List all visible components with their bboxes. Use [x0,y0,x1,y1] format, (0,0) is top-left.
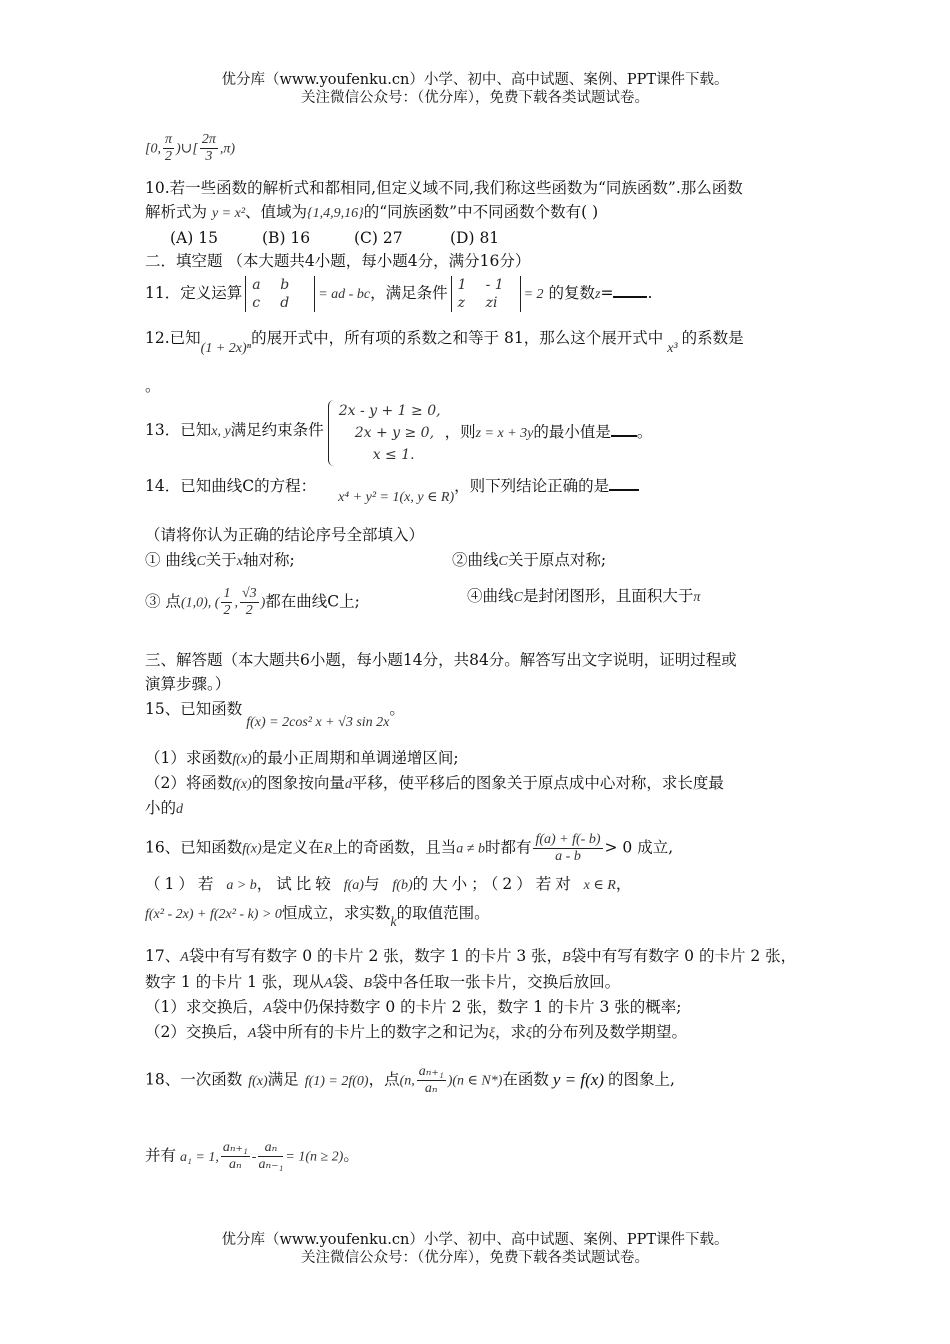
q11: 11．定义运算 a b c d = ad - bc，满足条件 1 - 1 z zi = 2 的复数z= . [145,277,653,311]
q17-part-1: （1）求交换后，A袋中仍保持数字 0 的卡片 2 张，数字 1 的卡片 3 张的概率; [145,998,682,1016]
q15-stem: 15、已知函数f(x) = 2cos² x + √3 sin 2x。 [145,700,405,730]
section-3-line-1: 三、解答题（本大题共6小题，每小题14分，共84分。解答写出文字说明，证明过程或 [145,651,737,669]
option-c: (C) 27 [354,229,403,247]
q15-part-1: （1）求函数f(x)的最小正周期和单调递增区间; [145,749,459,767]
q17-line-1: 17、A袋中有写有数字 0 的卡片 2 张，数字 1 的卡片 3 张，B袋中有写有数字 0 的卡片 2 张， [145,947,797,965]
footer-line-2: 关注微信公众号：（优分库），免费下载各类试题试卷。 [301,1250,649,1266]
q14-options-row-2: ③ 点(1,0), ( $\frac{1}{2}$ , $\frac{√3}{2}$ )都在曲线C上; ④曲线C是封闭图形，且面积大于π [145,586,701,618]
q13: 13．已知x, y满足约束条件 2x - y + 1 ≥ 0, 2x + y ≥ 0, x ≤ 1. ，则z = x + 3y的最小值是 。 [145,400,652,466]
header-line-1: 优分库（www.youfenku.cn）小学、初中、高中试题、案例、PPT课件下载。 [221,72,729,88]
answer-blank [609,489,639,491]
determinant-definition: a b c d [245,276,315,312]
footer-line-1: 优分库（www.youfenku.cn）小学、初中、高中试题、案例、PPT课件下载。 [221,1232,729,1248]
option-d: (D) 81 [450,229,500,247]
q18-line-2: 并有 a₁ = 1, $\frac{\text{aₙ₊₁}}{\text{aₙ}}$ - $\frac{\text{aₙ}}{\text{aₙ₋₁}}$ = 1(n ≥ 2)。 [145,1140,359,1172]
q14-note: （请将你认为正确的结论序号全部填入） [145,526,425,544]
q10-options [170,228,499,248]
section-3-line-2: 演算步骤。） [145,675,231,693]
q12-line-1: 12.已知(1 + 2x)ⁿ的展开式中，所有项的系数之和等于 81，那么这个展开式中x³的系数是 [145,329,744,356]
header-line-2: 关注微信公众号：（优分库），免费下载各类试题试卷。 [301,90,649,106]
answer-blank [613,296,647,298]
q18-line-1: 18、一次函数 f(x)满足 f(1) = 2f(0)，点(n, $\frac{\text{aₙ₊₁}}{\text{aₙ}}$ )(n ∈ N*)在函数 y = f(x) 的图象上, [145,1064,675,1096]
q17-line-2: 数字 1 的卡片 1 张，现从A袋、B袋中各任取一张卡片，交换后放回。 [145,973,621,991]
q10-line-2: 解析式为 y = x²、值域为{1,4,9,16}的“同族函数”中不同函数个数有( ) [145,203,599,221]
constraint-system: 2x - y + 1 ≥ 0, 2x + y ≥ 0, x ≤ 1. [328,400,441,466]
q16-part-1: （1）若 a > b，试比较 f(a)与 f(b)的大小；（2）若对 x ∈ R， [145,875,636,893]
q17-part-2: （2）交换后，A袋中所有的卡片上的数字之和记为ξ，求ξ的分布列及数学期望。 [145,1023,687,1041]
q15-part-2-line-1: （2）将函数f(x)的图象按向量d平移，使平移后的图象关于原点成中心对称，求长度最 [145,774,724,792]
q16-stem: 16、已知函数f(x)是定义在R上的奇函数，且当a ≠ b时都有 $\frac{f(a) + f(- b)}{a - b}$ > 0 成立, [145,832,674,864]
q14-options-row-1: ① 曲线C关于x轴对称; ②曲线C关于原点对称; [145,551,607,569]
option-a: (A) 15 [170,229,218,247]
q14: 14．已知曲线C的方程：x⁴ + y² = 1(x, y ∈ R)，则下列结论正确的是 [145,476,639,498]
determinant-condition: 1 - 1 z zi [451,276,521,312]
option-b: (B) 16 [262,229,311,247]
q15-part-2-line-2: 小的d [145,799,184,817]
q16-part-2: f(x² - 2x) + f(2x² - k) > 0恒成立，求实数k的取值范围。 [145,904,490,930]
q9-answer-interval: [0, $\frac{\pi}{2}$ )∪[ $\frac{2\pi}{3}$ ,π) [145,132,236,164]
q10-line-1: 10.若一些函数的解析式和都相同,但定义域不同,我们称这些函数为“同族函数”.那么函数 [145,179,743,197]
q12-line-2: 。 [145,377,161,395]
section-2-heading: 二．填空题 （本大题共4小题，每小题4分，满分16分） [145,252,531,270]
answer-blank [611,435,637,437]
